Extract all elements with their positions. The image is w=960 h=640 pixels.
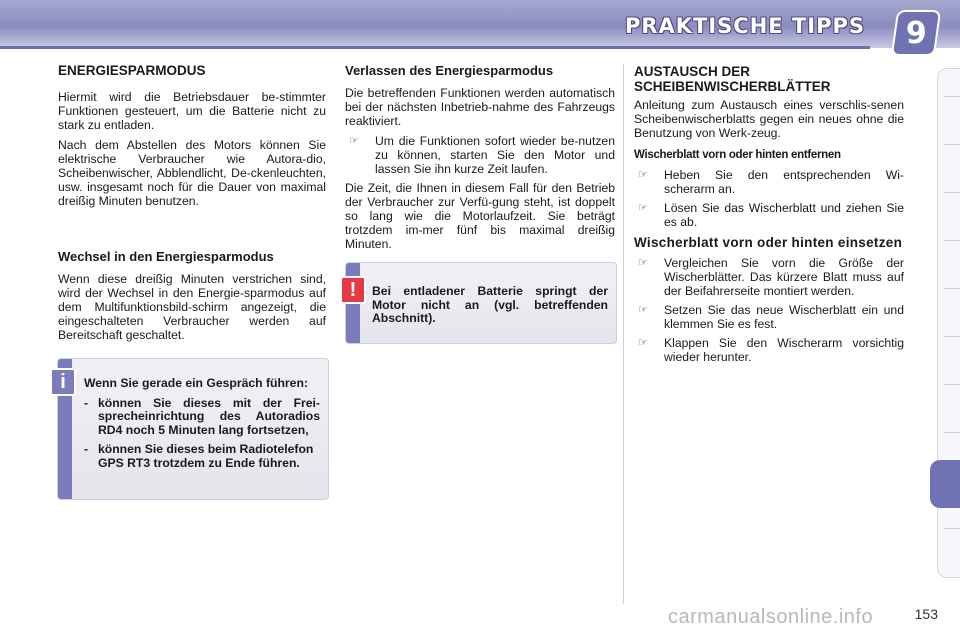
dash-marker: - [84, 442, 89, 456]
chapter-number: 9 [905, 15, 927, 51]
column-wischerblaetter [634, 64, 904, 369]
info-note-box [57, 358, 329, 500]
hand-pointer-icon: ☞ [638, 257, 648, 269]
bullet-item [634, 303, 904, 331]
warning-icon: ! [340, 276, 366, 304]
subsection-heading: Wischerblatt vorn oder hinten einsetzen [634, 235, 903, 250]
bullet-text: Heben Sie den entsprechenden Wi-scherarm an. [664, 168, 904, 196]
paragraph: Die betreffenden Funktionen werden automatisch bei der nächsten Inbetrieb-nahme des Fahrzeugs reaktiviert. [345, 86, 615, 128]
subsection-heading: Wechsel in den Energiesparmodus [58, 249, 274, 264]
paragraph: Nach dem Abstellen des Motors können Sie elektrische Verbraucher wie Autora-dio, Scheibenwischer, Abblendlicht, De-ckenleuchten, usw. insgesamt noch für die Dauer von maximal dreißig Minuten benutzen. [58, 138, 326, 208]
warning-text: Bei entladener Batterie springt der Motor nicht an (vgl. betreffenden Abschnitt). [372, 284, 608, 325]
tab-chapter-9-active[interactable] [930, 460, 960, 508]
dash-marker: - [84, 395, 89, 410]
note-item [84, 443, 320, 470]
column-energiesparmodus [58, 64, 326, 348]
subsection-heading: Wischerblatt vorn oder hinten entfernen [634, 149, 841, 161]
paragraph: Hiermit wird die Betriebsdauer be-stimmter Funktionen gesteuert, um die Batterie nicht zu stark zu entladen. [58, 90, 326, 132]
tab-divider [944, 288, 960, 289]
tab-divider [944, 384, 960, 385]
chapter-title: PRAKTISCHE TIPPS [624, 14, 865, 38]
note-title: Wenn Sie gerade ein Gespräch führen: [84, 376, 308, 390]
tab-divider [944, 96, 960, 97]
note-item-text: können Sie dieses beim Radiotelefon GPS RT3 trotzdem zu Ende führen. [98, 442, 314, 470]
paragraph: Wenn diese dreißig Minuten verstrichen sind, wird der Wechsel in den Energie-sparmodus auf dem Multifunktionsbild-schirm angezeigt, die eingeschalteten Verbraucher werden auf Bereitschaft geschaltet. [58, 272, 326, 342]
bullet-item [345, 134, 615, 176]
note-item [84, 397, 320, 438]
tab-divider [944, 192, 960, 193]
note-item-text: können Sie dieses mit der Frei-sprecheinrichtung des Autoradios RD4 noch 5 Minuten lang fortsetzen, [98, 395, 320, 437]
paragraph: Die Zeit, die Ihnen in diesem Fall für den Betrieb der Verbraucher zur Verfü-gung steht, ist doppelt so lang wie die Motorlaufzeit. Sie beträgt trotzdem im-mer fünf bis maximal dreißig Minuten. [345, 181, 615, 251]
tab-divider [944, 240, 960, 241]
hand-pointer-icon: ☞ [638, 169, 648, 181]
bullet-item [634, 201, 904, 229]
section-heading: Verlassen des Energiesparmodus [345, 63, 554, 78]
hand-pointer-icon: ☞ [638, 304, 648, 316]
tab-divider [944, 432, 960, 433]
watermark: carmanualsonline.info [668, 606, 874, 628]
column-divider [623, 64, 624, 604]
tab-divider [944, 528, 960, 529]
bullet-text: Um die Funktionen sofort wieder be-nutzen zu können, starten Sie den Motor und lassen Sie ihn kurze Zeit laufen. [375, 134, 615, 176]
warning-note-box [345, 262, 617, 344]
chapter-number-badge [891, 10, 941, 56]
tab-divider [944, 144, 960, 145]
chapter-tabs [938, 68, 960, 576]
paragraph: Anleitung zum Austausch eines verschlis-senen Scheibenwischerblatts gegen ein neues ohne die Benutzung von Werk-zeug. [634, 98, 904, 140]
note-content [84, 377, 320, 470]
bullet-text: Lösen Sie das Wischerblatt und ziehen Sie es ab. [664, 201, 904, 229]
bullet-item [634, 336, 904, 364]
page-number: 153 [914, 606, 938, 622]
bullet-item [634, 256, 904, 298]
section-heading: AUSTAUSCH DER SCHEIBENWISCHERBLÄTTER [634, 64, 831, 94]
bullet-text: Klappen Sie den Wischerarm vorsichtig wieder herunter. [664, 336, 904, 364]
section-heading: ENERGIESPARMODUS [58, 63, 206, 78]
bullet-text: Setzen Sie das neue Wischerblatt ein und klemmen Sie es fest. [664, 303, 904, 331]
hand-pointer-icon: ☞ [638, 337, 648, 349]
bullet-item [634, 168, 904, 196]
hand-pointer-icon: ☞ [638, 202, 648, 214]
column-verlassen [345, 64, 615, 257]
bullet-text: Vergleichen Sie vorn die Größe der Wischerblätter. Das kürzere Blatt muss auf der Beifahrerseite montiert werden. [664, 256, 904, 298]
header-rule [0, 46, 870, 49]
hand-pointer-icon: ☞ [349, 135, 359, 147]
info-icon: i [50, 368, 76, 396]
tab-divider [944, 336, 960, 337]
